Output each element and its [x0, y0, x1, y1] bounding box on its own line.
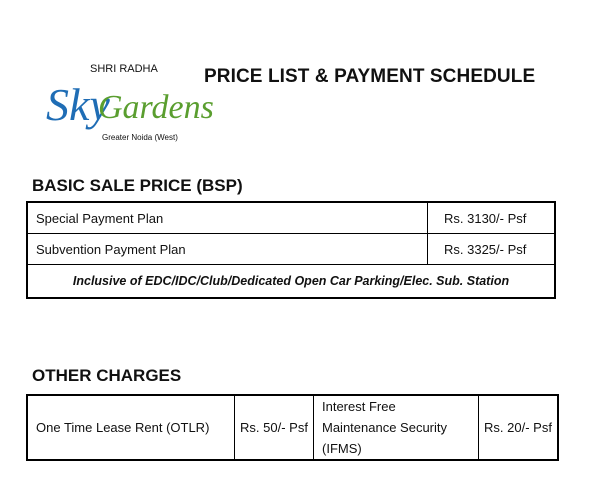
- other-charges-table: [26, 394, 559, 461]
- charge-amount-cell: Rs. 50/- Psf: [235, 395, 314, 460]
- bsp-inclusion-note: Inclusive of EDC/IDC/Club/Dedicated Open Car Parking/Elec. Sub. Station: [27, 265, 555, 299]
- logo-brand-gardens: Gardens: [98, 89, 214, 126]
- charge-amount-cell: Rs. 20/- Psf: [479, 395, 559, 460]
- bsp-table: [26, 201, 556, 299]
- table-row: [27, 395, 558, 460]
- page-title: PRICE LIST & PAYMENT SCHEDULE: [204, 66, 536, 87]
- table-row: [27, 202, 555, 234]
- charge-label-cell: Interest Free Maintenance Security (IFMS): [314, 395, 479, 460]
- bsp-heading: BASIC SALE PRICE (BSP): [32, 176, 243, 195]
- plan-name-cell: Special Payment Plan: [27, 202, 428, 234]
- other-charges-heading: OTHER CHARGES: [32, 366, 182, 385]
- plan-price-cell: Rs. 3325/- Psf: [428, 234, 556, 265]
- table-row: [27, 265, 555, 299]
- table-row: [27, 234, 555, 265]
- charge-label-cell: One Time Lease Rent (OTLR): [27, 395, 235, 460]
- logo-location: Greater Noida (West): [102, 133, 178, 142]
- logo-brand-sky: Sky: [46, 79, 110, 130]
- brand-logo: [40, 42, 214, 152]
- plan-price-cell: Rs. 3130/- Psf: [428, 202, 556, 234]
- logo-brand-top: SHRI RADHA: [90, 63, 158, 75]
- plan-name-cell: Subvention Payment Plan: [27, 234, 428, 265]
- brand-logo-graphic: [40, 42, 214, 152]
